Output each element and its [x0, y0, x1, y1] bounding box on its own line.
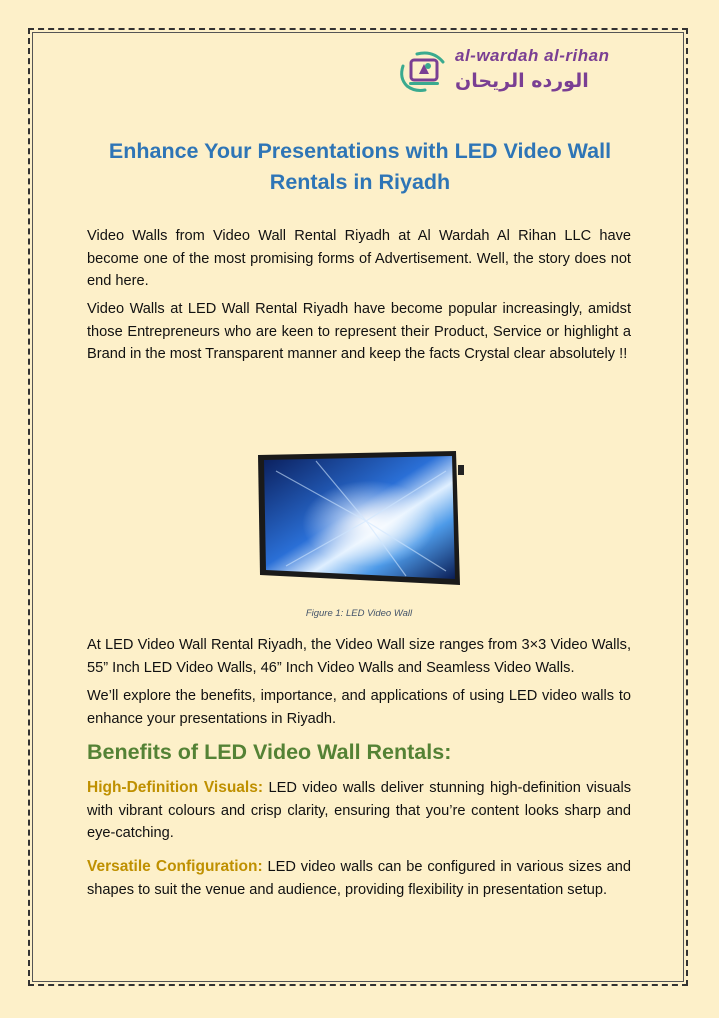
title-line-2: Rentals in Riyadh: [269, 170, 451, 194]
benefit-label: Versatile Configuration:: [87, 858, 263, 875]
popularity-paragraph: Video Walls at LED Wall Rental Riyadh have become popular increasingly, amidst those Entrepreneurs who are keen to represent their Product, Service or highlight a Brand in the most Transparent manner and keep the facts Crystal clear absolutely !!: [87, 301, 631, 362]
title-line-1: Enhance Your Presentations with LED Video Wall: [108, 139, 612, 163]
benefit-item: [87, 856, 631, 901]
led-video-wall-image: [256, 451, 466, 587]
sizes-paragraph: At LED Video Wall Rental Riyadh, the Video Wall size ranges from 3×3 Video Walls, 55” Inch LED Video Walls, 46” Inch Video Walls and Seamless Video Walls.: [87, 637, 631, 676]
brand-name-arabic: الورده الريحان: [455, 70, 589, 92]
explore-paragraph: We’ll explore the benefits, importance, and applications of using LED video walls to enhance your presentations in Riyadh.: [87, 688, 631, 727]
benefit-item: [87, 777, 631, 845]
benefit-text: LED video walls can be configured in various sizes and shapes to suit the venue and audience, providing flexibility in presentation setup.: [87, 859, 631, 898]
benefit-label: High-Definition Visuals:: [87, 779, 263, 796]
monitor-leaf-logo-icon: [397, 48, 451, 96]
benefit-text: LED video walls deliver stunning high-definition visuals with vibrant colours and crisp clarity, ensuring that you’re content looks sharp and eye-catching.: [87, 780, 631, 841]
intro-paragraph: Video Walls from Video Wall Rental Riyadh at Al Wardah Al Rihan LLC have become one of the most promising forms of Advertisement. Well, the story does not end here.: [87, 228, 631, 289]
brand-name-english: al-wardah al-rihan: [455, 46, 610, 65]
brand-logo: [397, 44, 637, 100]
figure-caption: Figure 1: LED Video Wall: [305, 608, 413, 619]
page-title: [80, 136, 640, 198]
benefits-heading: Benefits of LED Video Wall Rentals:: [87, 740, 452, 764]
